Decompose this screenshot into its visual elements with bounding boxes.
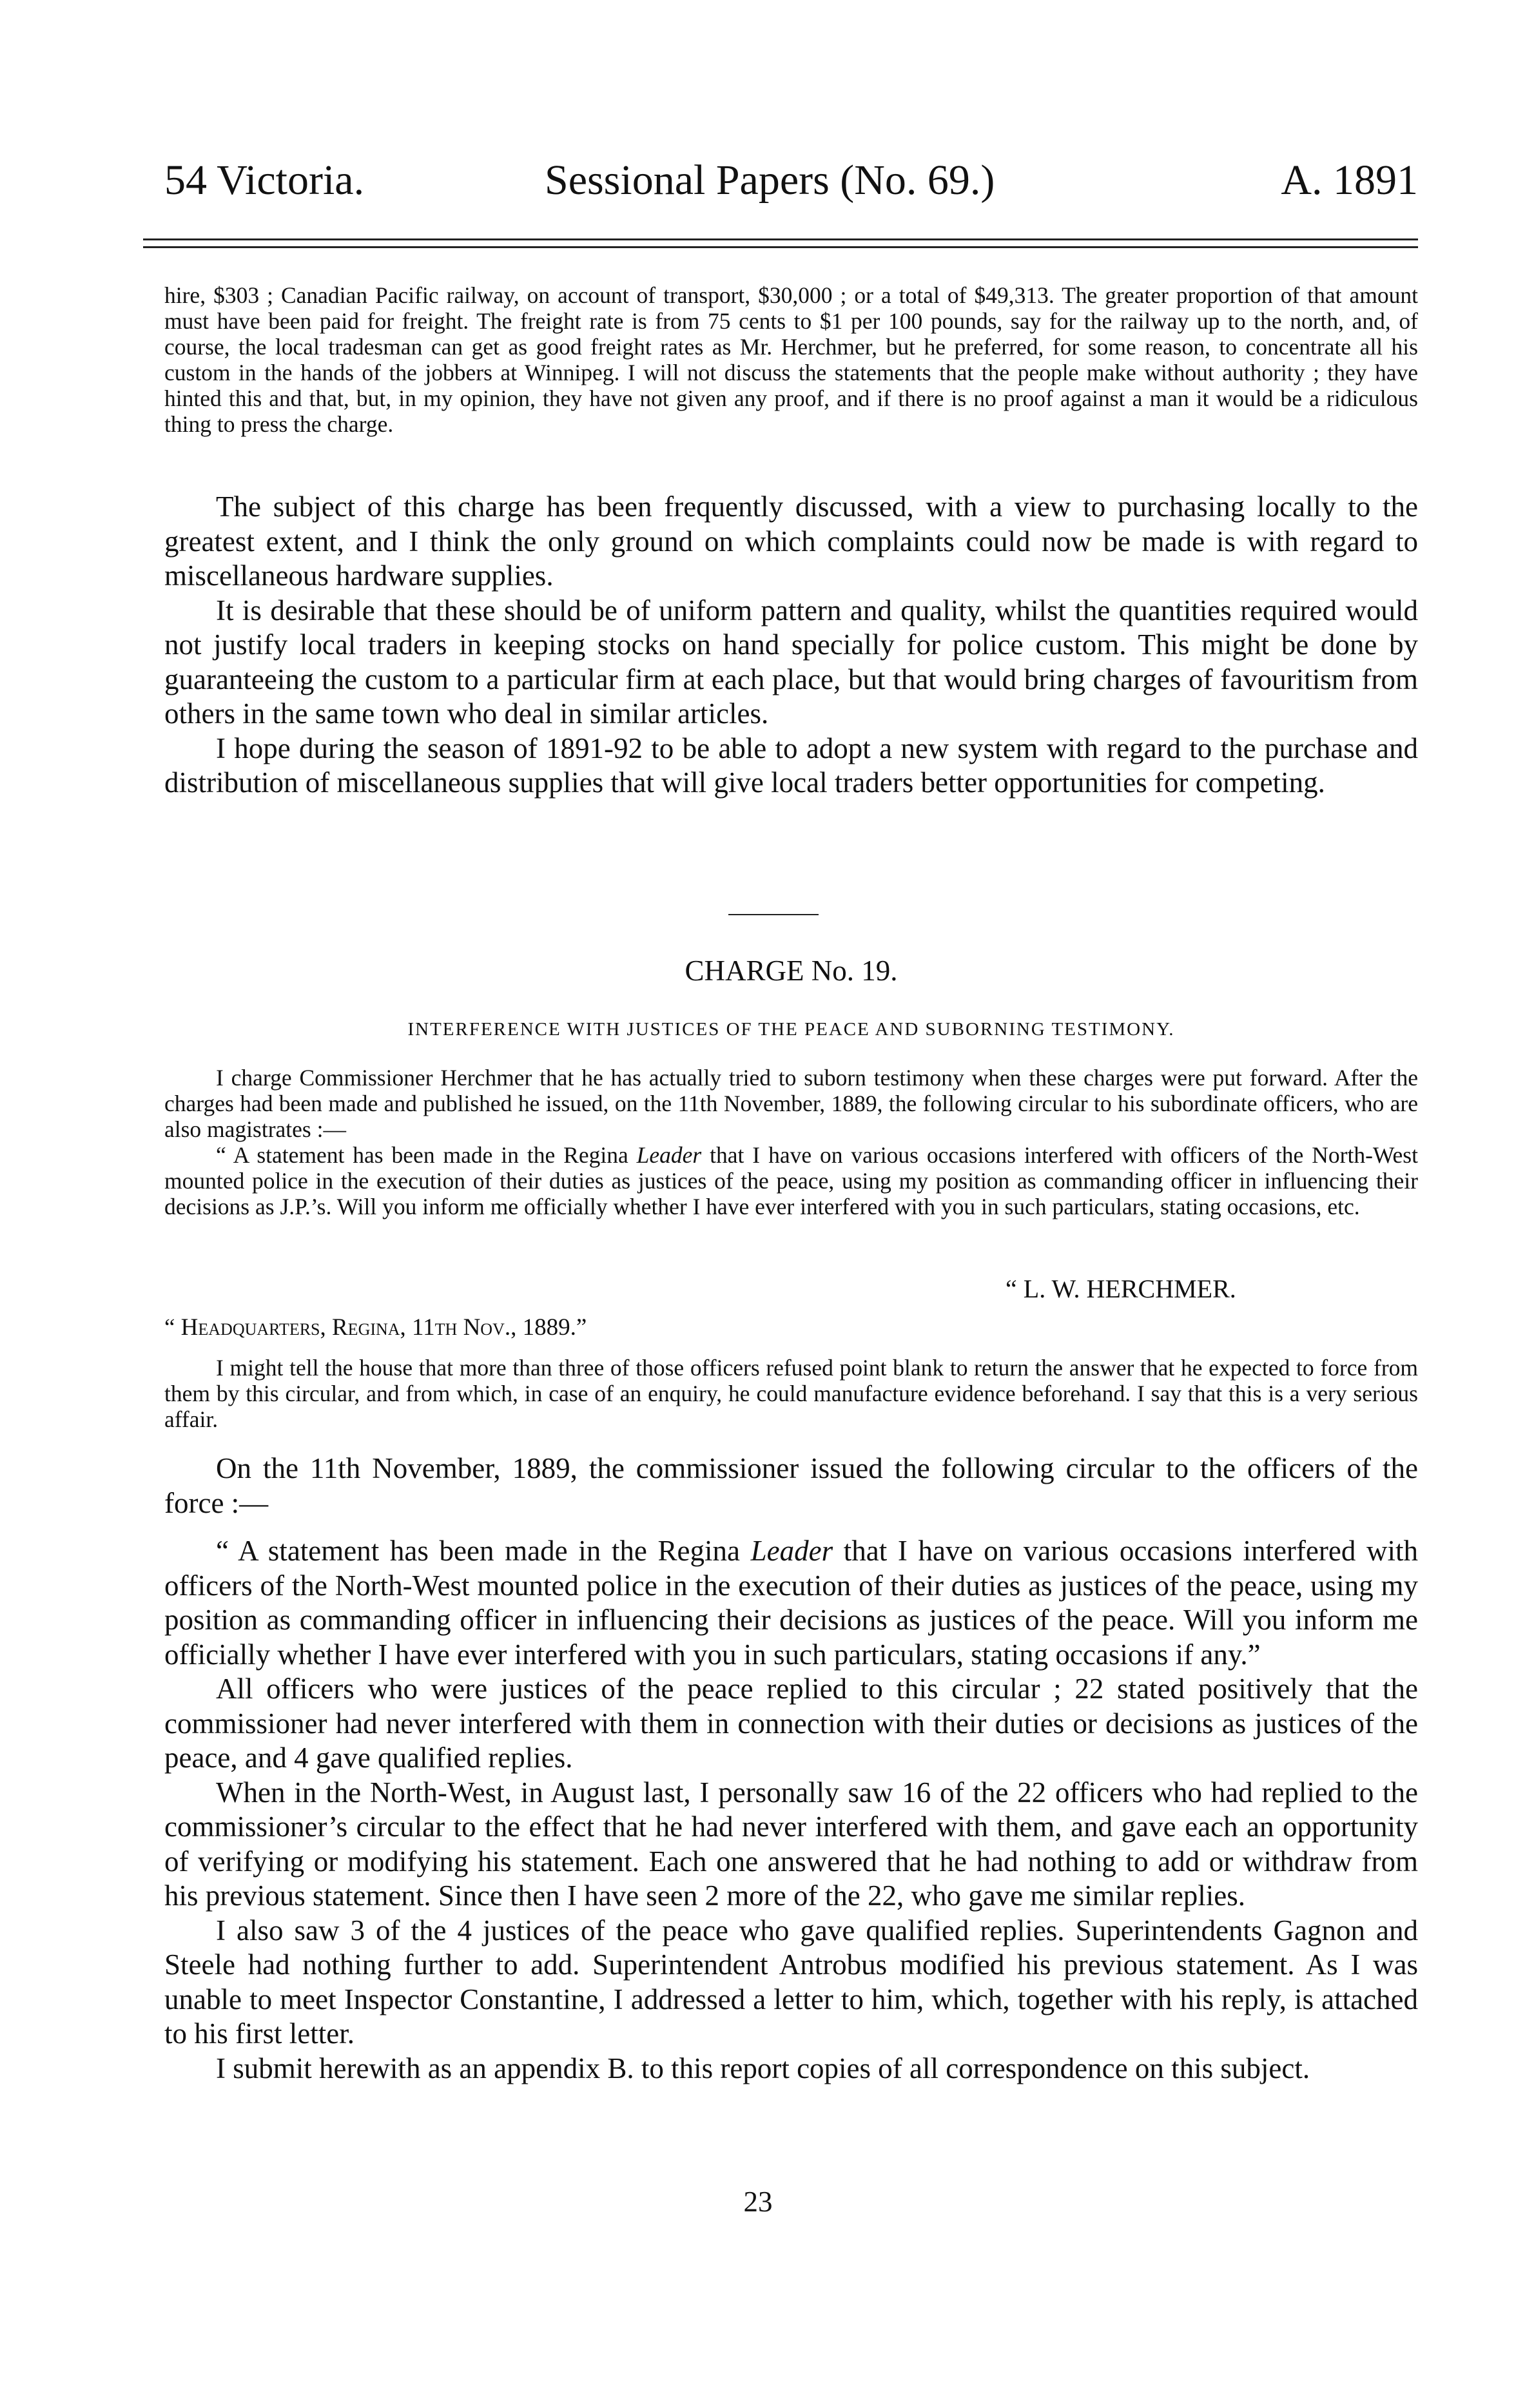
header-title: Sessional Papers (No. 69.) [545,157,995,204]
section-separator [728,914,819,915]
header-volume: 54 Victoria. [164,157,365,204]
paragraph-qualified: I also saw 3 of the 4 justices of the peace who gave qualified replies. Superintendents Gagnon and Steele had nothing further to add. Superintendent Antrobus modified his previous statement. As I was unable to meet Inspector Constantine, I addressed a letter to him, which, together with his reply, is attached to his first letter. [164,1914,1418,2050]
charge-heading: CHARGE No. 19. [685,955,898,987]
paragraph-subject: The subject of this charge has been frequently discussed, with a view to purchasing locally to the greatest extent, and I think the only ground on which complaints could now be made is with regard to miscellaneous hardware supplies. [164,490,1418,592]
leader-italic-2: Leader [750,1535,833,1567]
signature: “ L. W. HERCHMER. [1006,1274,1236,1303]
continued-paragraph [164,282,1418,437]
quoted-circular-full: “ A statement has been made in the Regina Leader that I have on various occasions interfered with officers of the North-West mounted police in the execution of their duties as justices of the peace, using my position as commanding officer in influencing their decisions as justices of the peace. Will you inform me officially whether I have ever interfered with you in such particulars, stating occasions if any.” [164,1535,1418,1671]
paragraph-charge: I charge Commissioner Herchmer that he has actually tried to suborn testimony when these charges were put forward. After the charges had been made and published he issued, on the 11th November, 1889, the following circular to his subordinate officers, who are also magistrates :— [164,1065,1418,1142]
leader-italic: Leader [636,1142,702,1168]
header-rule-bottom [143,246,1418,248]
paragraph-circular-issued: On the 11th November, 1889, the commissioner issued the following circular to the officers of the force :— [164,1452,1418,1519]
reply-intro [164,1452,1418,1520]
quoted-circular: “ A statement has been made in the Regina Leader that I have on various occasions interfered with officers of the North-West mounted police in the execution of their duties as justices of the peace, using my position as commanding officer in influencing their decisions as J.P.’s. Will you inform me officially whether I have ever interfered with you in such particulars, stating occasions, etc. [164,1142,1418,1219]
paragraph-desirable: It is desirable that these should be of uniform pattern and quality, whilst the quantities required would not justify local traders in keeping stocks on hand specially for police custom. This might be done by guaranteeing the custom to a particular firm at each place, but that would bring charges of favouritism from others in the same town who deal in similar articles. [164,594,1418,730]
paragraph-appendix: I submit herewith as an appendix B. to this report copies of all correspondence on this subject. [216,2052,1310,2084]
headquarters-dateline: “ Headquarters, Regina, 11th Nov., 1889.” [164,1314,587,1341]
reply-body [164,1534,1418,2086]
charge-comment [164,1355,1418,1432]
supplies-paragraphs [164,490,1418,801]
page-number: 23 [743,2186,773,2218]
paragraph-north-west: When in the North-West, in August last, I personally saw 16 of the 22 officers who had replied to the commissioner’s circular to the effect that he had never interfered with them, and gave each an opportunity of verifying or modifying his statement. Each one answered that he had nothing to add or withdraw from his previous statement. Since then I have seen 2 more of the 22, who gave me similar replies. [164,1776,1418,1912]
paragraph-hope: I hope during the season of 1891-92 to be able to adopt a new system with regard to the purchase and distribution of miscellaneous supplies that will give local traders better opportunities for competing. [164,732,1418,799]
paragraph-freight: hire, $303 ; Canadian Pacific railway, on account of transport, $30,000 ; or a total of $49,313. The greater proportion of that amount must have been paid for freight. The freight rate is from 75 cents to $1 per 100 pounds, say for the railway up to the north, and, of course, the local tradesman can get as good freight rates as Mr. Herchmer, but he preferred, for some reason, to concentrate all his custom in the hands of the jobbers at Winnipeg. I will not discuss the statements that the people make without authority ; they have hinted this and that, but, in my opinion, they have not given any proof, and if there is no proof against a man it would be a ridiculous thing to press the charge. [164,282,1418,437]
charge-text [164,1065,1418,1219]
header-rule-top [143,238,1418,240]
paragraph-replies: All officers who were justices of the peace replied to this circular ; 22 stated positively that the commissioner had never interfered with them in connection with their duties or decisions as justices of the peace, and 4 gave qualified replies. [164,1673,1418,1774]
header-year: A. 1891 [1281,157,1418,204]
paragraph-serious: I might tell the house that more than three of those officers refused point blank to return the answer that he expected to force from them by this circular, and from which, in case of an enquiry, he could manufacture evidence beforehand. I say that this is a very serious affair. [164,1355,1418,1432]
charge-subheading: INTERFERENCE WITH JUSTICES OF THE PEACE AND SUBORNING TESTIMONY. [407,1019,1175,1040]
running-header [164,151,1418,209]
